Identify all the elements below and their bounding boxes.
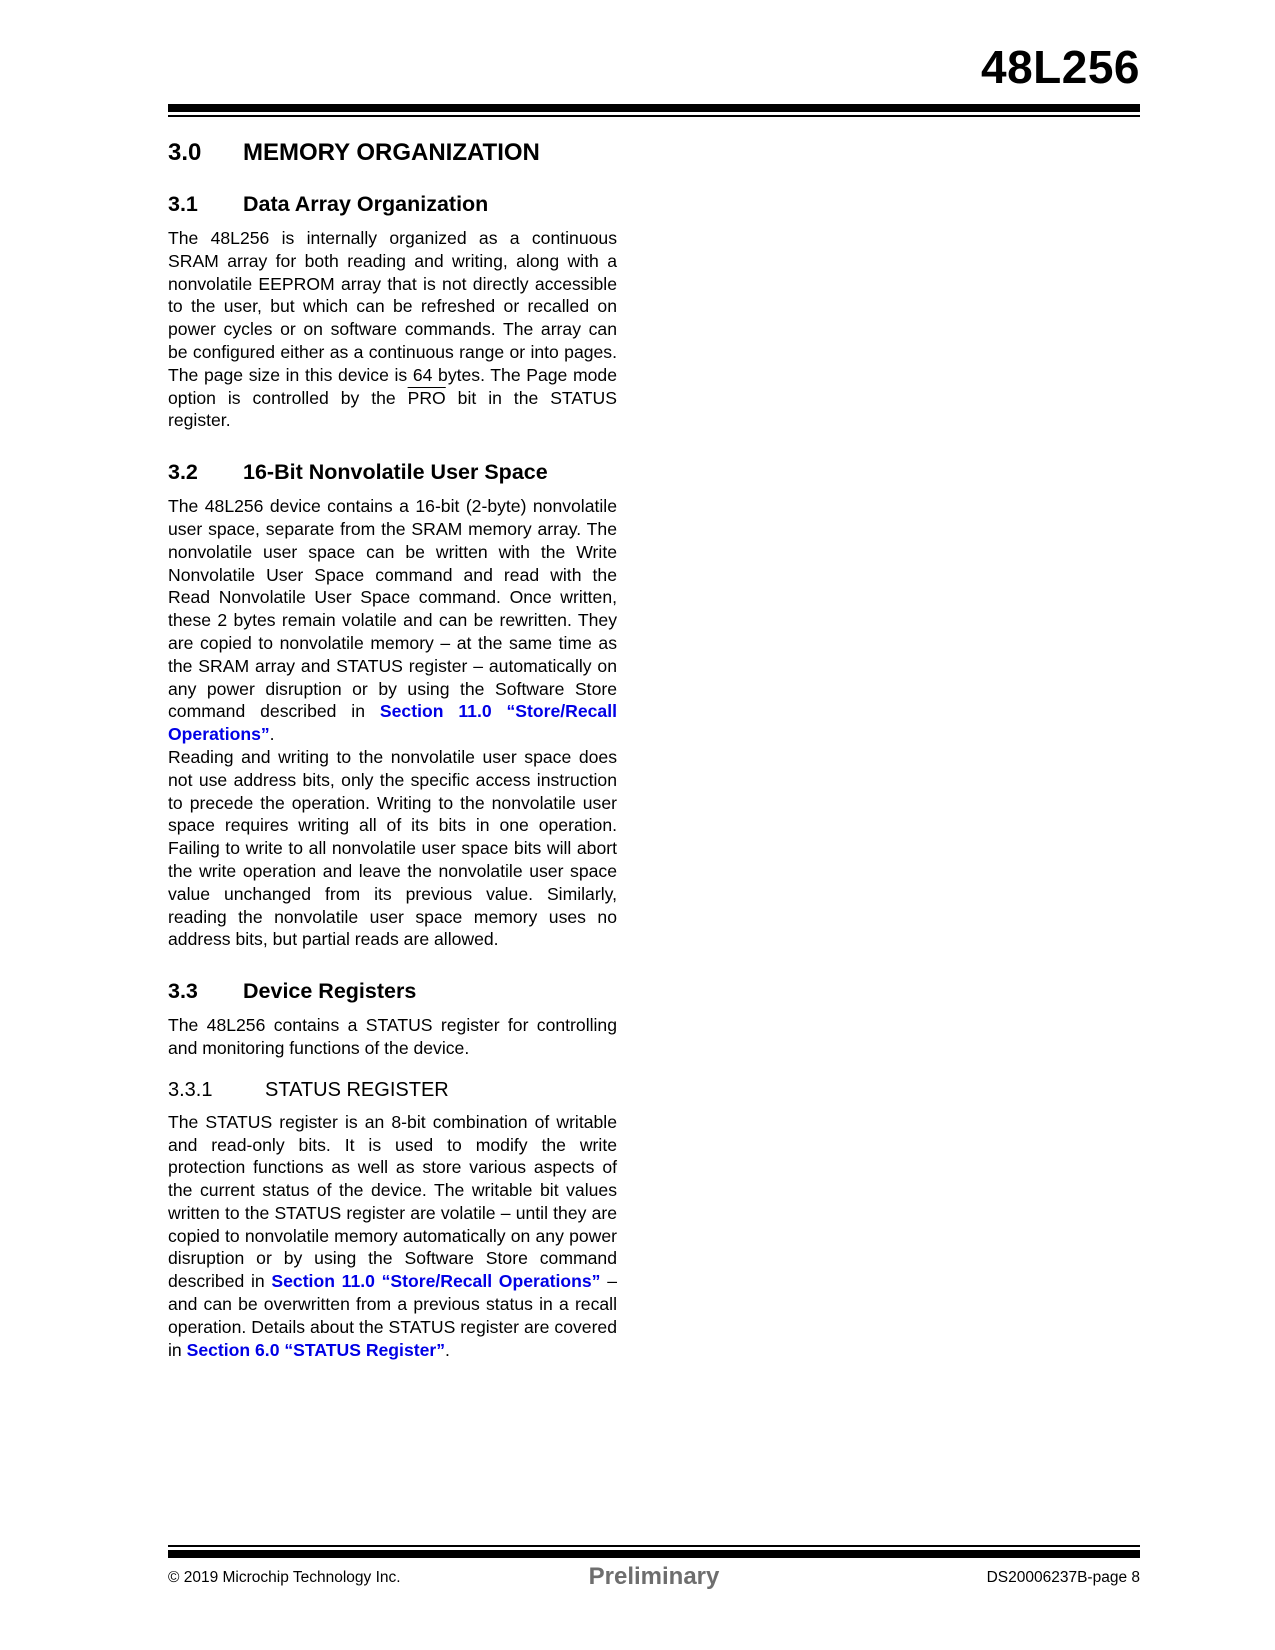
document-title: 48L256: [980, 41, 1140, 93]
paragraph-text: The STATUS register is an 8-bit combination of writable and read-only bits. It is used to modify the write protection functions as well as store various aspects of the current status of the device. The writable bit values written to the STATUS register are volatile – until they are copied to nonvolatile memory automatically on any power disruption or by using the Software Store command described in: [168, 1111, 617, 1292]
store-recall-link[interactable]: Section 11.0 “Store/Recall Operations”: [271, 1271, 601, 1292]
pro-bit-name: $\overline{PRO}$: [407, 387, 446, 408]
preliminary-label: Preliminary: [588, 1563, 720, 1590]
copyright-text: © 2019 Microchip Technology Inc.: [168, 1569, 401, 1586]
page-footer: [168, 1563, 1140, 1593]
paragraph-text: .: [445, 1339, 450, 1360]
paragraph-text: – and can be overwritten from a previous status in a recall operation. Details about the STATUS register are covered in: [168, 1271, 617, 1360]
page-number: DS20006237B-page 8: [986, 1569, 1140, 1586]
section-title: Device Registers: [243, 979, 417, 1004]
footer-rule-thin: [168, 1545, 1140, 1547]
store-recall-link[interactable]: Section 11.0 “Store/Recall Operations”: [168, 701, 617, 745]
section-number: 3.3: [168, 979, 198, 1004]
section-title: 16-Bit Nonvolatile User Space: [243, 460, 548, 485]
section-number: 3.1: [168, 192, 198, 216]
section-title: Data Array Organization: [243, 192, 489, 216]
section-title: MEMORY ORGANIZATION: [243, 139, 540, 166]
section-3-2-paragraph-2: Reading and writing to the nonvolatile user space does not use address bits, only the specific access instruction to precede the operation. Writing to the nonvolatile user space requires writing all of its bits in one operation. Failing to write to all nonvolatile user space bits will abort the write operation and leave the nonvolatile user space value unchanged from its previous value. Similarly, reading the nonvolatile user space memory uses no address bits, but partial reads are allowed.: [168, 746, 617, 950]
section-title: STATUS REGISTER: [265, 1078, 449, 1101]
main-column: [168, 138, 617, 1361]
paragraph-text: The 48L256 is internally organized as a continuous SRAM array for both reading and writing, along with a nonvolatile EEPROM array that is not directly accessible to the user, but which can be refreshed or recalled on power cycles or on software commands. The array can be configured either as a continuous range or into pages. The page size in this device is 64 bytes. The Page mode option is controlled by the: [168, 228, 617, 408]
section-number: 3.3.1: [168, 1078, 213, 1101]
header-rule-thick: [168, 104, 1140, 112]
paragraph-text: The 48L256 device contains a 16-bit (2-byte) nonvolatile user space, separate from the SRAM memory array. The nonvolatile user space can be written with the Write Nonvolatile User Space command and read with the Read Nonvolatile User Space command. Once written, these 2 bytes remain volatile and can be rewritten. They are copied to nonvolatile memory – at the same time as the SRAM array and STATUS register – automatically on any power disruption or by using the Software Store command described in: [168, 496, 617, 722]
section-number: 3.0: [168, 139, 202, 166]
section-3-3-heading: [168, 977, 617, 1005]
section-3-1-paragraph: [168, 227, 617, 432]
paragraph-text: .: [269, 724, 275, 745]
section-3-0-heading: [168, 138, 617, 168]
section-3-3-1-paragraph: [168, 1111, 617, 1362]
section-3-3-paragraph: The 48L256 contains a STATUS register for controlling and monitoring functions of the device.: [168, 1015, 617, 1058]
header-rule-thin: [168, 115, 1140, 117]
paragraph-text: bit in the STATUS register.: [168, 387, 617, 431]
section-3-1-heading: [168, 190, 617, 218]
section-3-2-heading: [168, 458, 617, 486]
footer-rule-thick: [168, 1550, 1140, 1558]
section-number: 3.2: [168, 460, 198, 485]
status-register-link[interactable]: Section 6.0 “STATUS Register”: [186, 1339, 446, 1360]
section-3-3-1-heading: [168, 1077, 617, 1103]
section-3-2-paragraph-1: [168, 495, 617, 746]
